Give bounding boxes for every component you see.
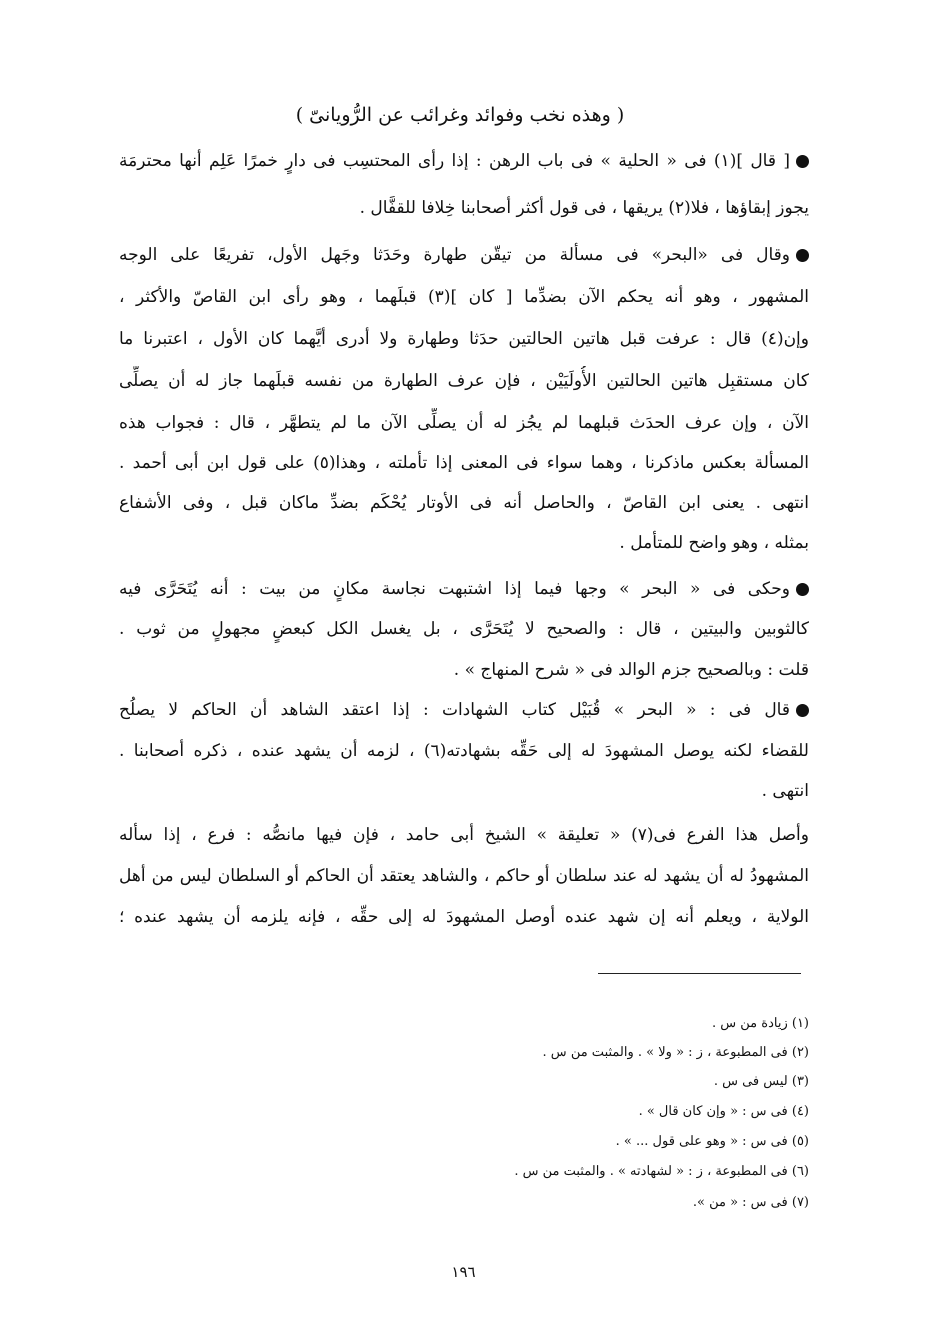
footnote-separator: [598, 973, 801, 974]
text-line: كان مستقبِل هاتين الحالتين الأُولَيَيْن ، فإن عرف الطهارة من نفسه قبلَهما جاز له أن يصلِّى: [119, 371, 809, 391]
bullet-icon: [796, 583, 809, 596]
page-number: ١٩٦: [451, 1263, 476, 1281]
text-line-content: [ قال ](١) فى « الحلية » فى باب الرهن : إذا رأى المحتسِب فى دارٍ خمرًا عَلِم أنها محترمَة: [119, 151, 790, 171]
text-line: وأصل هذا الفرع فى(٧) « تعليقة » الشيخ أبى حامد ، فإن فيها مانصُّه : فرع ، إذا سأله: [119, 825, 809, 845]
text-line-content: وقال فى «البحر» فى مسألة من تيقّن طهارة وحَدَثا وجَهل الأول، تفريعًا على الوجه: [119, 245, 790, 265]
text-line: [119, 695, 809, 725]
footnote: (٢) فى المطبوعة ، ز : « ولا » . والمثبت من س .: [542, 1045, 809, 1060]
footnote: (٧) فى س : « من ».: [692, 1195, 809, 1210]
footnote: (٥) فى س : « وهو على قول ... » .: [615, 1134, 809, 1149]
footnote: (٣) ليس فى س .: [713, 1074, 809, 1089]
text-line: وإن(٤) قال : عرفت قبل هاتين الحالتين حدَثا وطهارة ولا أدرى أيَّهما كان الأول ، اعتبرنا ما: [119, 329, 809, 349]
text-line: الآن ، وإن عرف الحدَث قبلهما لم يجُز له أن يصلِّى الآن ما لم يتطهَّر ، قال : فجواب هذه: [119, 413, 809, 433]
bullet-icon: [796, 704, 809, 717]
footnote: (١) زيادة من س .: [712, 1016, 809, 1031]
text-line: قلت : وبالصحيح جزم الوالد فى « شرح المنهاج » .: [453, 660, 809, 680]
footnote: (٤) فى س : « وإن كان قال » .: [638, 1104, 809, 1119]
bullet-icon: [796, 249, 809, 262]
footnote: (٦) فى المطبوعة ، ز : « لشهادته » . والمثبت من س .: [514, 1164, 809, 1179]
text-line: المسألة بعكس ماذكرنا ، وهما سواء فى المعنى إذا تأملته ، وهذا(٥) على قول ابن أبى أحمد .: [119, 453, 809, 473]
text-line: المشهور ، وهو أنه يحكم الآن بضدِّما [ كان ](٣) قبلَهما ، وهو رأى ابن القاصّ والأكثر ،: [119, 287, 809, 307]
text-line: انتهى . يعنى ابن القاصّ ، والحاصل أنه فى الأوتار يُحْكَم بضدِّ ماكان قبل ، وفى الأشفاع: [119, 493, 809, 513]
text-line: للقضاء لكنه يوصل المشهودَ له إلى حَقِّه بشهادته(٦) ، لزمه أن يشهد عنده ، ذكره أصحابنا .: [119, 741, 809, 761]
bullet-icon: [796, 155, 809, 168]
text-line: انتهى .: [761, 781, 809, 801]
text-line: [119, 240, 809, 270]
text-line: الولاية ، ويعلم أنه إن شهد عنده أوصل المشهودَ له إلى حقِّه ، فإنه يلزمه أن يشهد عنده ؛: [119, 907, 809, 927]
text-line: بمثله ، وهو واضح للمتأمل .: [619, 533, 809, 553]
text-line-content: قال فى : « البحر » قُبَيْل كتاب الشهادات : إذا اعتقد الشاهد أن الحاكم لا يصلُح: [119, 700, 790, 720]
text-line: يجوز إبقاؤها ، فلا(٢) يريقها ، فى قول أكثر أصحابنا خِلافا للقفَّال .: [359, 198, 809, 218]
text-line: كالثوبين والبيتين ، قال : والصحيح لا يُتَحَرَّى ، بل يغسل الكل كبعضٍ مجهولٍ من ثوب .: [119, 619, 809, 639]
section-title: ( وهذه نخب وفوائد وغرائب عن الرُّويانىّ ): [295, 104, 625, 126]
text-line: المشهودُ له أن يشهد له عند سلطان أو حاكم ، والشاهد يعتقد أن الحاكم أو السلطان ليس من أهل: [119, 866, 809, 886]
text-line-content: وحكى فى « البحر » وجها فيما إذا اشتبهت نجاسة مكانٍ من بيت : أنه يُتَحَرَّى فيه: [119, 579, 790, 599]
text-line: [119, 574, 809, 604]
text-line: [119, 146, 809, 176]
